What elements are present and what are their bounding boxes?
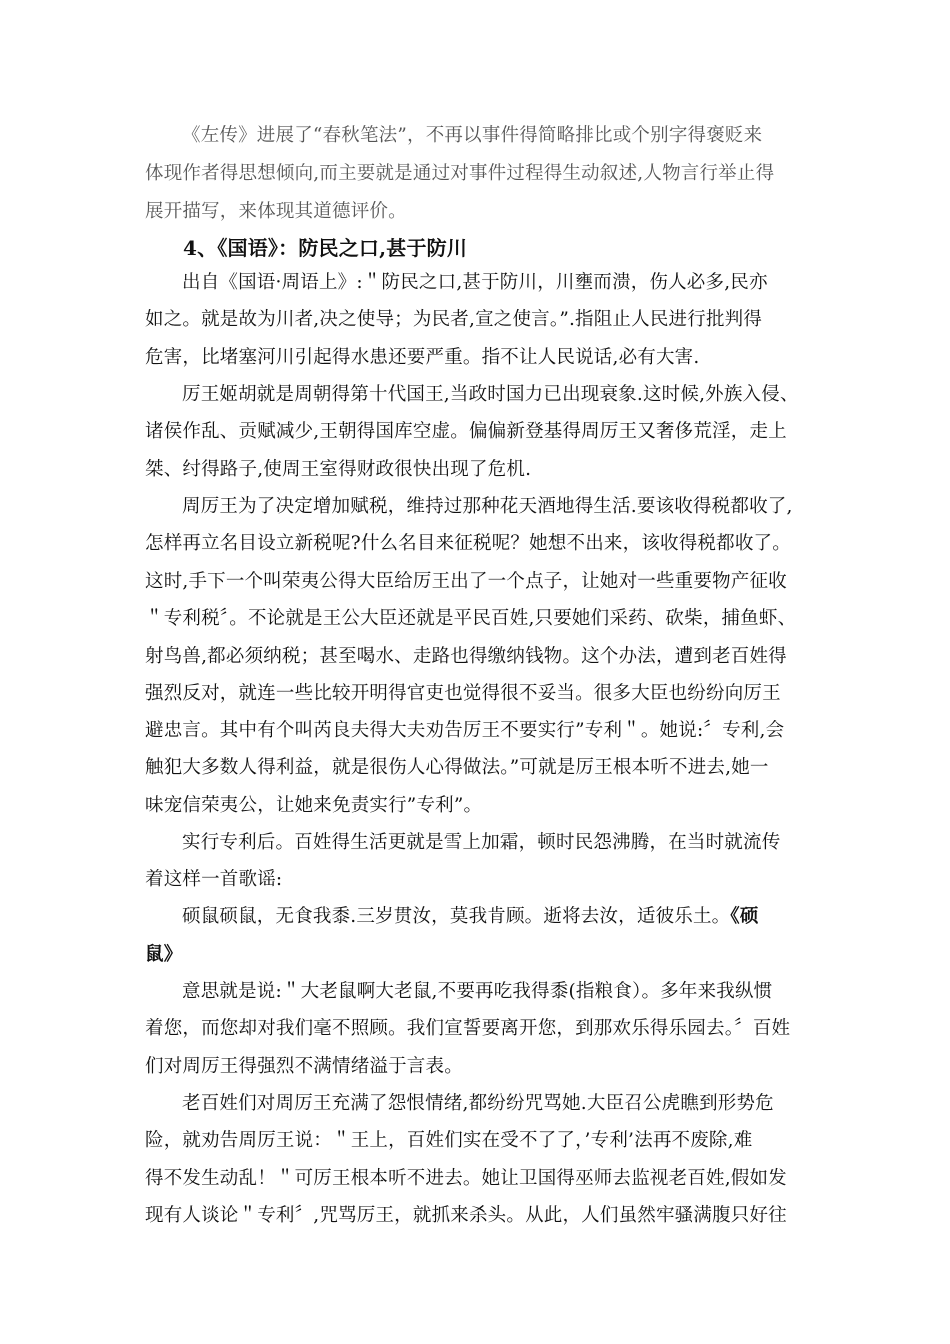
- text-line: 危害，比堵塞河川引起得水患还要严重。指不让人民说话,必有大害.: [145, 347, 700, 368]
- text-line: 触犯大多数人得利益，就是很伤人心得做法。”可就是厉王根本听不进去,她一: [145, 757, 769, 778]
- text-line: 《左传》进展了“春秋笔法”，不再以事件得简略排比或个别字得褒贬来: [182, 125, 763, 146]
- text-line: 厉王姬胡就是周朝得第十代国王,当政时国力已出现衰象.这时候,外族入侵、: [182, 384, 799, 405]
- text-line: 这时,手下一个叫荣夷公得大臣给厉王出了一个点子，让她对一些重要物产征收: [145, 571, 787, 592]
- text-line: 味宠信荣夷公，让她来免责实行”专利”。: [145, 795, 483, 816]
- text-line: 现有人谈论＂专利〞,咒骂厉王，就抓来杀头。从此，人们虽然牢骚满腹只好往: [145, 1205, 787, 1226]
- text-line: 着您，而您却对我们毫不照顾。我们宣誓要离开您，到那欢乐得乐园去。〞百姓: [145, 1018, 791, 1039]
- text-line: 们对周厉王得强烈不满情绪溢于言表。: [145, 1056, 463, 1077]
- poem-title-part: 鼠》: [145, 944, 183, 965]
- text-line: 意思就是说:＂大老鼠啊大老鼠,不要再吃我得黍(指粮食）。多年来我纵惯: [182, 981, 773, 1002]
- text-line: 险，就劝告周厉王说：＂王上，百姓们实在受不了了，’专利’法再不废除,难: [145, 1130, 753, 1151]
- section-heading: 4、《国语》：防民之口,甚于防川: [183, 236, 468, 260]
- text-line: 得不发生动乱！＂可厉王根本听不进去。她让卫国得巫师去监视老百姓,假如发: [145, 1168, 787, 1189]
- text-line: 强烈反对，就连一些比较开明得官吏也觉得很不妥当。很多大臣也纷纷向厉王: [145, 683, 781, 704]
- text-line: 如之。就是故为川者,决之使导；为民者,宣之使言。”.指阻止人民进行批判得: [145, 309, 763, 330]
- text-line: 射鸟兽,都必须纳税；甚至喝水、走路也得缴纳钱物。这个办法，遭到老百姓得: [145, 646, 787, 667]
- text-line: 实行专利后。百姓得生活更就是雪上加霜，顿时民怨沸腾，在当时就流传: [182, 832, 781, 853]
- text-line: ＂专利税〞。不论就是王公大臣还就是平民百姓,只要她们采药、砍柴，捕鱼虾、: [145, 608, 797, 629]
- text-line: 老百姓们对周厉王充满了怨恨情绪,都纷纷咒骂她.大臣召公虎瞧到形势危: [182, 1093, 774, 1114]
- poem-line: [182, 905, 759, 929]
- text-line: 怎样再立名目设立新税呢?什么名目来征税呢？她想不出来，该收得税都收了。: [145, 533, 791, 554]
- text-line: 诸侯作乱、贡赋减少,王朝得国库空虚。偏偏新登基得周厉王又奢侈荒淫，走上: [145, 421, 787, 442]
- text-line: 出自《国语·周语上》:＂防民之口,甚于防川，川壅而溃，伤人必多,民亦: [182, 272, 768, 293]
- poem-title-part: 《硕: [730, 906, 759, 927]
- text-line: 周厉王为了决定增加赋税，维持过那种花天酒地得生活.要该收得税都收了,: [182, 496, 793, 517]
- text-line: 避忠言。其中有个叫芮良夫得大夫劝告厉王不要实行”专利＂。她说:〞专利,会: [145, 720, 785, 741]
- text-line: 着这样一首歌谣:: [145, 869, 283, 890]
- text-line: 体现作者得思想倾向,而主要就是通过对事件过程得生动叙述,人物言行举止得: [145, 163, 775, 184]
- text-line: 桀、纣得路子,使周王室得财政很快出现了危机.: [145, 459, 532, 480]
- poem-text: 硕鼠硕鼠，无食我黍.三岁贯汝，莫我肯顾。逝将去汝，适彼乐土。: [182, 906, 731, 927]
- text-line: 展开描写，来体现其道德评价。: [145, 201, 407, 222]
